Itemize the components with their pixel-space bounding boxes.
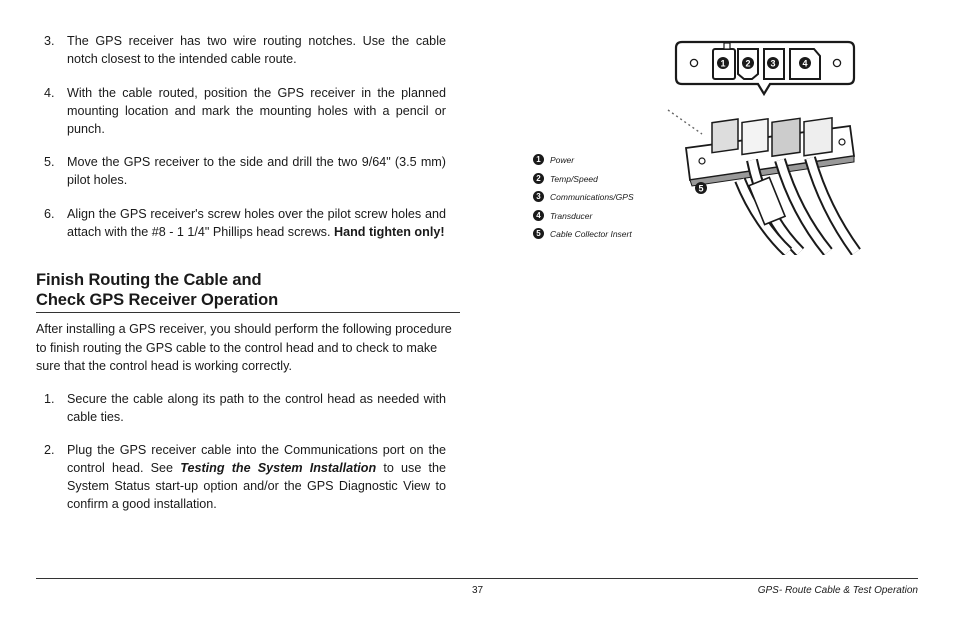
port-badge-1: 1 [720,58,726,69]
legend-number-badge: 5 [533,228,544,239]
step-text-before: Plug the GPS receiver cable into the Communications port on the control head. See [67,443,446,475]
step-4 [36,84,446,138]
section-heading [36,270,460,310]
step-text: With the cable routed, position the GPS receiver in the planned mounting location and mark the mounting holes with a pencil or punch. [67,86,446,136]
cross-reference-link[interactable]: Testing the System Installation [180,461,377,475]
legend-label: Cable Collector Insert [550,229,632,239]
connector-panel-perspective [686,118,854,186]
cable-connector-diagram [660,30,870,255]
insert-badge-5: 5 [698,183,704,194]
legend-label: Power [550,155,575,165]
legend-label: Transducer [550,210,593,221]
screw-hole-icon [690,59,697,66]
step-number: 6. [44,207,55,221]
leader-line [668,110,702,134]
step-number: 5. [44,155,55,169]
step-6 [36,205,446,241]
section-intro: After installing a GPS receiver, you should perform the following procedure to finish routing the GPS cable to the control head and to check to make sure that the control head is working correctly. [36,322,452,373]
section-heading-line1: Finish Routing the Cable and [36,271,262,289]
port-badge-3: 3 [770,58,776,69]
step-text: Move the GPS receiver to the side and drill the two 9/64" (3.5 mm) pilot holes. [67,155,446,187]
legend-label: Temp/Speed [550,173,598,184]
port-badge-4: 4 [802,58,808,69]
step-2 [36,441,446,513]
step-3 [36,32,446,68]
step-bold-note: Hand tighten only! [333,225,445,239]
section-heading-line2: Check GPS Receiver Operation [36,291,279,309]
page-number: 37 [472,585,484,596]
step-1 [36,390,446,426]
heading-divider [36,312,460,313]
legend-number-badge: 4 [533,210,544,221]
step-text: Secure the cable along its path to the control head as needed with cable ties. [67,392,446,424]
legend-label: Communications/GPS [550,192,634,202]
step-number: 1. [44,392,55,406]
screw-hole-icon [833,59,840,66]
step-5 [36,153,446,189]
legend-number-badge: 2 [533,173,544,184]
step-text-after: to use the System Status start-up option and/or the GPS Diagnostic View to confirm a good installation. [67,461,446,511]
step-number: 2. [44,443,55,457]
legend-number-badge: 3 [533,191,544,202]
step-text: Align the GPS receiver's screw holes over the pilot screw holes and attach with the #8 - 1 1/4" Phillips head screws. [67,207,446,239]
step-number: 4. [44,86,55,100]
step-number: 3. [44,34,55,48]
port-badge-2: 2 [745,58,751,69]
step-text: The GPS receiver has two wire routing notches. Use the cable notch closest to the intended cable route. [67,34,446,66]
footer-section-title: GPS- Route Cable & Test Operation [757,585,918,596]
step-text-wrap [67,441,446,513]
legend-number-badge: 1 [533,154,544,165]
connector-panel-front [676,42,854,94]
step-text-wrap [67,205,446,241]
footer-divider [36,578,918,579]
